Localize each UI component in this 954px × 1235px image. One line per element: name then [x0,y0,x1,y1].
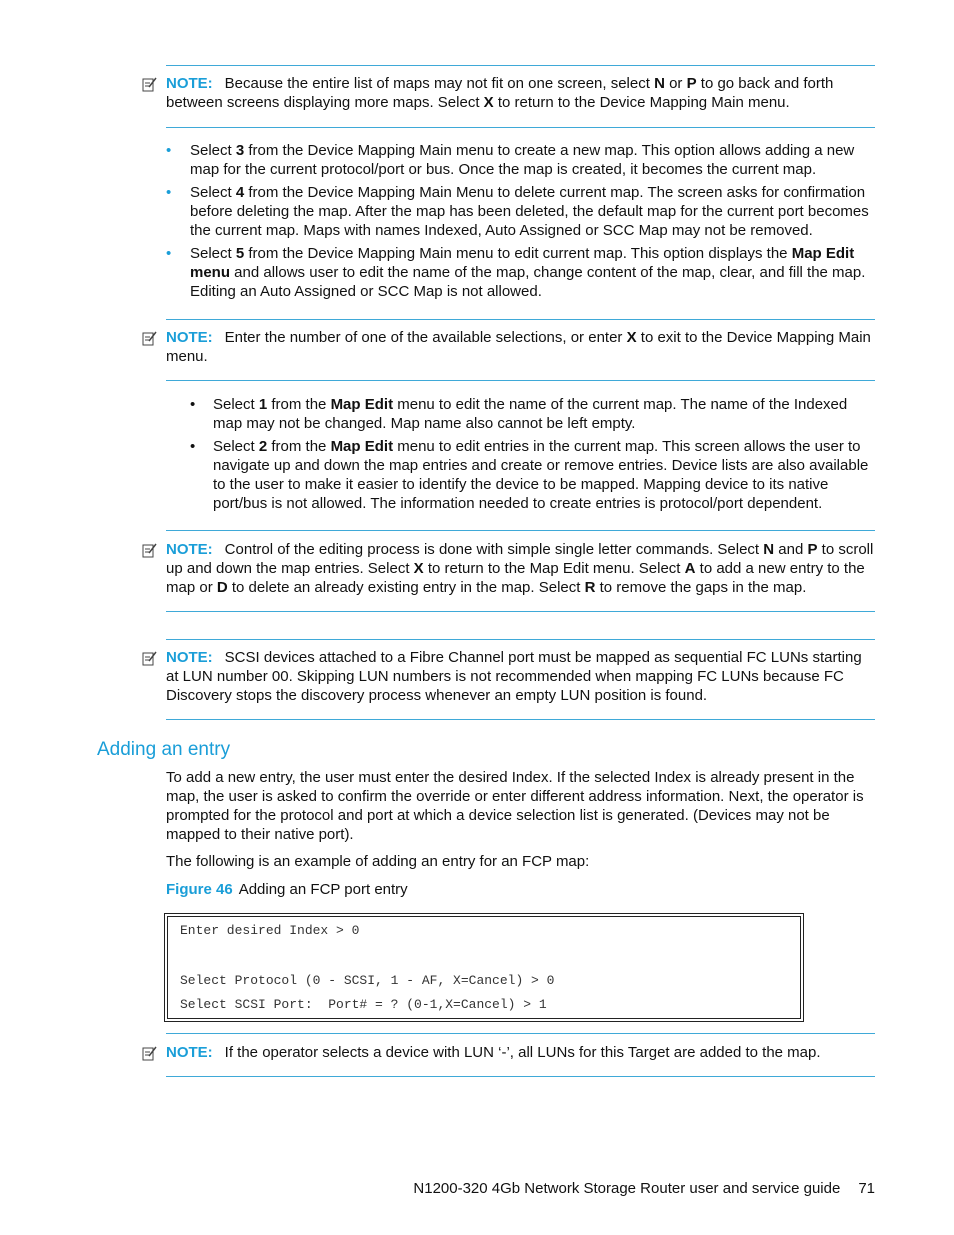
rule [166,1076,875,1077]
figure-title: Adding an FCP port entry [238,881,408,898]
bullet-dot: • [190,438,196,455]
key: 3 [235,142,245,159]
rule [166,611,875,612]
text: Select [190,142,236,159]
key: Map Edit menu [190,245,855,281]
key: R [584,579,596,596]
bullet-dot: • [166,184,172,201]
text: or [664,75,687,92]
rule [166,1033,875,1034]
code-line: Enter desired Index > 0 [180,923,360,938]
note-label: NOTE: [166,329,213,346]
rule [166,719,875,720]
rule [166,319,875,320]
note-pencil-icon [142,650,158,666]
bullet-dot: • [166,245,172,262]
text: from the [267,396,331,413]
key: X [483,94,494,111]
text: to go back and forth between screens displaying more maps. Select [166,75,834,111]
text: to remove the gaps in the map. [595,579,807,596]
text: Select [190,245,236,262]
code-line: Select Protocol (0 - SCSI, 1 - AF, X=Cancel) > 0 [180,973,555,988]
text: from the Device Mapping Main menu to edit current map. This option displays the [244,245,792,262]
note-pencil-icon [142,330,158,346]
note-pencil-icon [142,76,158,92]
text: to exit to the Device Mapping Main menu. [166,329,871,365]
text: SCSI devices attached to a Fibre Channel port must be mapped as sequential FC LUNs starting at LUN number 00. Skipping LUN numbers is not recommended when mapping FC LUNs because FC Discovery stops the discovery process whenever an empty LUN position is found. [166,649,862,704]
rule [166,530,875,531]
bullet-dot: • [190,396,196,413]
section-heading: Adding an entry [97,739,231,760]
text: Select [213,438,259,455]
code-example [164,913,804,1022]
key: N [654,75,665,92]
rule [166,65,875,66]
list-item [213,437,875,513]
note-5 [166,1043,875,1062]
key: Map Edit [330,438,394,455]
text: to return to the Device Mapping Main menu. [493,94,790,111]
note-1 [166,74,875,112]
text: to scroll up and down the map entries. Select [166,541,874,577]
note-label: NOTE: [166,649,213,666]
figure-caption [166,880,875,899]
page-number: 71 [858,1180,875,1197]
note-label: NOTE: [166,541,213,558]
text: Because the entire list of maps may not fit on one screen, select [224,75,655,92]
text: Select [213,396,259,413]
key: A [684,560,696,577]
rule [166,639,875,640]
page-footer [413,1179,875,1198]
key: X [413,560,424,577]
figure-label: Figure 46 [166,881,233,898]
key: 2 [258,438,268,455]
code-line: Select SCSI Port: Port# = ? (0-1,X=Cancel) > 1 [180,997,547,1012]
text: to delete an already existing entry in the map. Select [227,579,585,596]
text: from the Device Mapping Main menu to create a new map. This option allows adding a new map for the current protocol/port or bus. Once the map is created, it becomes the current map. [190,142,855,178]
text: Select [190,184,236,201]
text: menu to edit the name of the current map. The name of the Indexed map may not be changed. Map name also cannot be left empty. [213,396,848,432]
note-pencil-icon [142,542,158,558]
key: P [686,75,697,92]
note-pencil-icon [142,1045,158,1061]
key: Map Edit [330,396,394,413]
text: menu to edit entries in the current map. This screen allows the user to navigate up and down the map entries and create or remove entries. Device lists are also available to the user to make it easier to identify the device to be mapped. Mapping device to its native port/bus is not allowed. The information needed to create entries is protocol/port dependent. [213,438,869,512]
paragraph: The following is an example of adding an entry for an FCP map: [166,853,590,870]
text: from the [267,438,331,455]
text: to add a new entry to the map or [166,560,865,596]
footer-title: N1200-320 4Gb Network Storage Router user and service guide [413,1180,841,1197]
rule [166,380,875,381]
key: X [626,329,637,346]
text: and [774,541,808,558]
text: Enter the number of one of the available selections, or enter [224,329,627,346]
note-label: NOTE: [166,75,213,92]
list-item [213,395,875,433]
paragraph: To add a new entry, the user must enter the desired Index. If the selected Index is already present in the map, the user is asked to confirm the override or enter different address information. Next, the operator is prompted for the protocol and port at which a device selection list is generated. (Devices may not be mapped to their native port). [166,769,864,843]
list-item [190,183,875,240]
key: N [763,541,775,558]
list-item [190,141,875,179]
key: 4 [235,184,245,201]
list-item [190,244,875,301]
text: and allows user to edit the name of the map, change content of the map, clear, and fill the map. Editing an Auto Assigned or SCC Map is not allowed. [190,264,866,300]
bullet-dot: • [166,142,172,159]
text: from the Device Mapping Main Menu to delete current map. The screen asks for confirmation before deleting the map. After the map has been deleted, the default map for the current port becomes the current map. Maps with names Indexed, Auto Assigned or SCC Map may not be removed. [190,184,869,239]
code-example-inner [167,916,801,1019]
note-label: NOTE: [166,1044,213,1061]
note-4 [166,648,875,705]
key: 5 [235,245,245,262]
key: 1 [258,396,268,413]
note-2 [166,328,875,366]
text: Control of the editing process is done with simple single letter commands. Select [224,541,764,558]
rule [166,127,875,128]
key: D [216,579,228,596]
key: P [807,541,818,558]
text: If the operator selects a device with LUN ‘-’, all LUNs for this Target are added to the map. [224,1044,821,1061]
note-3 [166,540,875,597]
text: to return to the Map Edit menu. Select [423,560,685,577]
